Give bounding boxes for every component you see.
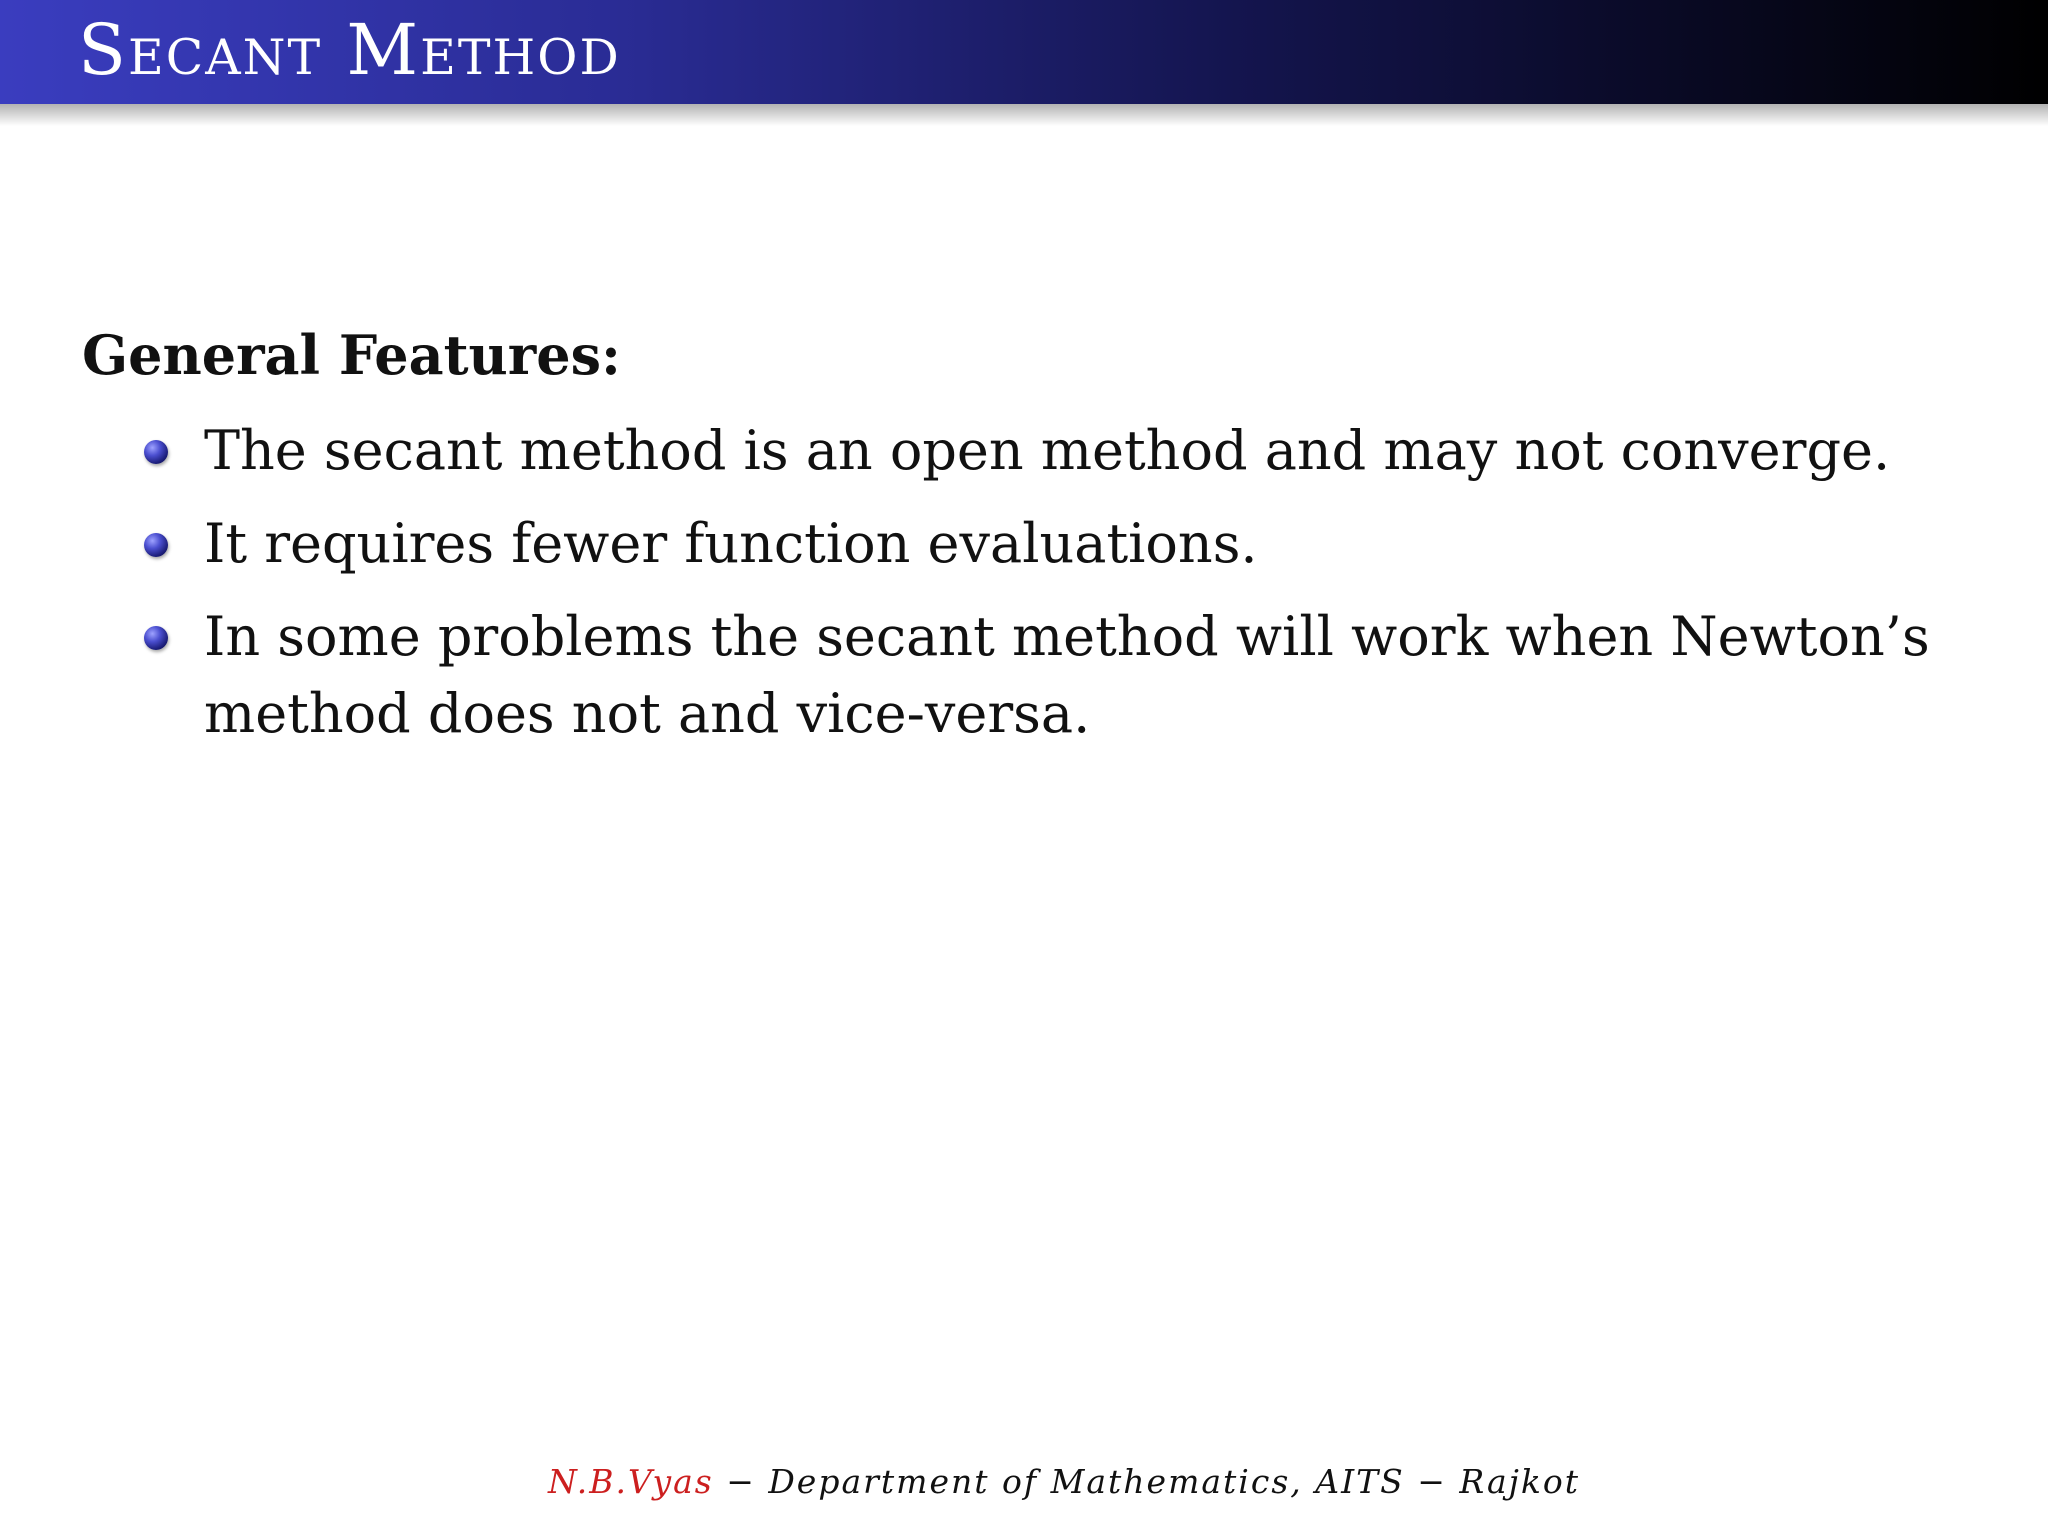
sphere-bullet-icon (144, 626, 168, 650)
header-shadow (0, 104, 2048, 126)
bullet-item (140, 598, 1990, 752)
bullet-list (140, 412, 1990, 768)
bullet-text: The secant method is an open method and may not converge. (204, 419, 1891, 482)
bullet-item (140, 505, 1990, 582)
slide-footer (0, 1458, 2048, 1506)
bullet-item (140, 412, 1990, 489)
bullet-text: It requires fewer function evaluations. (204, 512, 1258, 575)
sphere-bullet-icon (144, 440, 168, 464)
slide-header (0, 0, 2048, 104)
footer-author: N.B.Vyas (547, 1462, 714, 1501)
slide-title: Secant Method (78, 9, 621, 91)
sphere-bullet-icon (144, 533, 168, 557)
bullet-text: In some problems the secant method will work when Newton’s method does not and vice-versa. (204, 605, 1930, 745)
footer-affiliation: − Department of Mathematics, AITS − Rajkot (713, 1462, 1581, 1501)
section-heading: General Features: (82, 323, 621, 387)
